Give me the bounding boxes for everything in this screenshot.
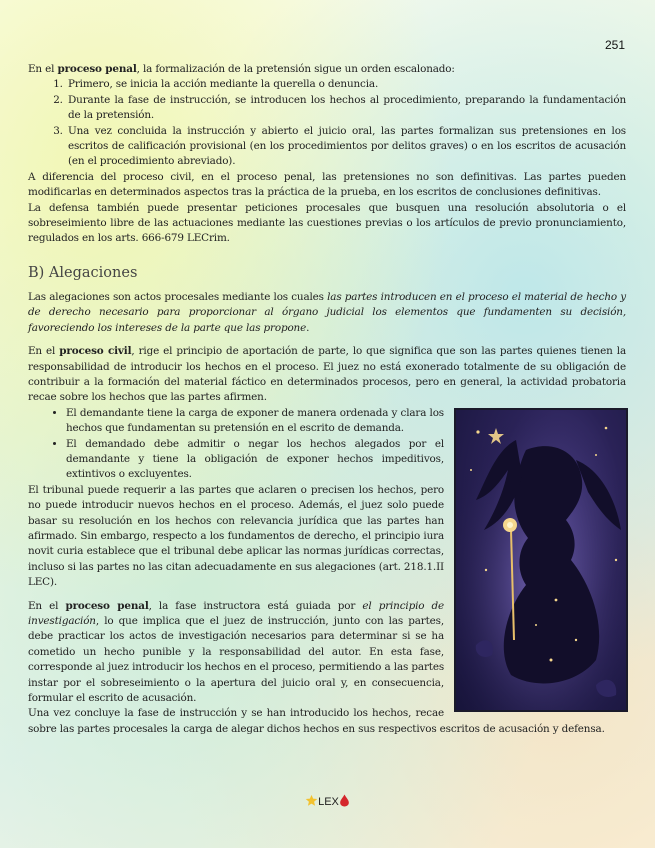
footer-logo (0, 794, 655, 810)
section-heading: B) Alegaciones (28, 264, 138, 281)
bold-term: proceso penal (65, 599, 149, 612)
list-item: • El demandado debe admitir o negar los hechos alegados por el demandante y tiene la obligación de exponer hechos impeditivos, extintivos o excluyentes. (66, 437, 626, 483)
paragraph-proceso-civil: En el proceso civil, rige el principio de aportación de parte, lo que significa que son las partes quienes tienen la responsabilidad de introducir los hechos en el proceso. El juez no está exonerado totalmente de su obligación de contribuir a la formación del material fáctico en determinados procesos, pero en general, la actividad probatoria recae sobre los hechos que las partes afirmen. (28, 345, 626, 404)
paragraph-conclusion: Una vez concluye la fase de instrucción y se han introducido los hechos, recae sobre las partes procesales la carga de alegar dichos hechos en sus respectivos escritos de acusación y defensa. (28, 707, 605, 735)
drop-icon (339, 798, 350, 810)
illustration-art (456, 410, 626, 710)
italic-term: el principio de investigación (28, 599, 444, 627)
paragraph-defense: La defensa también puede presentar peticiones procesales que busquen una resolución absolutoria o el sobreseimiento libre de las actuaciones mediante las cuestiones previas o los artículos de previo pronunciamiento, regulados en los arts. 666-679 LECrim. (28, 201, 626, 245)
paragraph-alegaciones-definition: Las alegaciones son actos procesales mediante los cuales las partes introducen en el proceso el material de hecho y de derecho necesario para proporcionar al órgano judicial los elementos que fundamenten su decisión, favoreciendo los intereses de la parte que las propone. (28, 290, 626, 334)
list-item: 2. Durante la fase de instrucción, se introducen los hechos al procedimiento, preparando la fundamentación de la pretensión. (66, 93, 626, 124)
list-item: 1. Primero, se inicia la acción mediante la querella o denuncia. (66, 77, 626, 92)
bold-term: proceso penal (57, 63, 137, 75)
list-item: • El demandante tiene la carga de exponer de manera ordenada y clara los hechos que fundamentan su pretensión en el escrito de demanda. (66, 406, 626, 437)
page-content (28, 62, 626, 737)
star-icon (305, 798, 318, 810)
paragraph-civil-difference: A diferencia del proceso civil, en el proceso penal, las pretensiones no son definitivas. Las partes pueden modificarlas en determinados aspectos tras la práctica de la prueba, en los escritos de conclusiones definitivas. (28, 170, 626, 199)
paragraph-tribunal: El tribunal puede requerir a las partes que aclaren o precisen los hechos, pero no puede introducir nuevos hechos en el proceso. Además, el juez solo puede basar su resolución en los hechos con relevancia jurídica que las partes han afirmado. Sin embargo, respecto a los fundamentos de derecho, el principio iura novit curia establece que el tribunal debe aplicar las normas jurídicas correctas, incluso si las partes no las citan adecuadamente en sus alegaciones (art. 218.1.II LEC). (28, 483, 444, 589)
page-number: 251 (604, 38, 625, 52)
paragraph-penal-intro: En el proceso penal, la formalización de la pretensión sigue un orden escalonado: (28, 63, 455, 75)
steps-list (28, 77, 626, 169)
list-item: 3. Una vez concluida la instrucción y abierto el juicio oral, las partes formalizan sus pretensiones en los escritos de calificación provisional (en los procedimientos por delitos graves) o en los escritos de acusación (en el procedimiento abreviado). (66, 124, 626, 170)
footer-label: LEX (318, 796, 339, 808)
bold-term: proceso civil (59, 345, 132, 358)
moon-silhouette-illustration (454, 408, 628, 712)
paragraph-proceso-penal: En el proceso penal, la fase instructora está guiada por el principio de investigación, lo que implica que el juez de instrucción, junto con las partes, debe practicar los actos de investigación necesarios para determinar si se ha cometido un hecho punible y la responsabilidad del autor. En esta fase, corresponde al juez introducir los hechos en el proceso, permitiendo a las partes instar por el sobreseimiento o la apertura del juicio oral y, en consecuencia, formular el escrito de acusación. (28, 599, 444, 705)
italic-definition: las partes introducen en el proceso el material de hecho y de derecho necesario para proporcionar al órgano judicial los elementos que fundamenten su decisión, favoreciendo los intereses de la parte que las propone (28, 290, 626, 334)
